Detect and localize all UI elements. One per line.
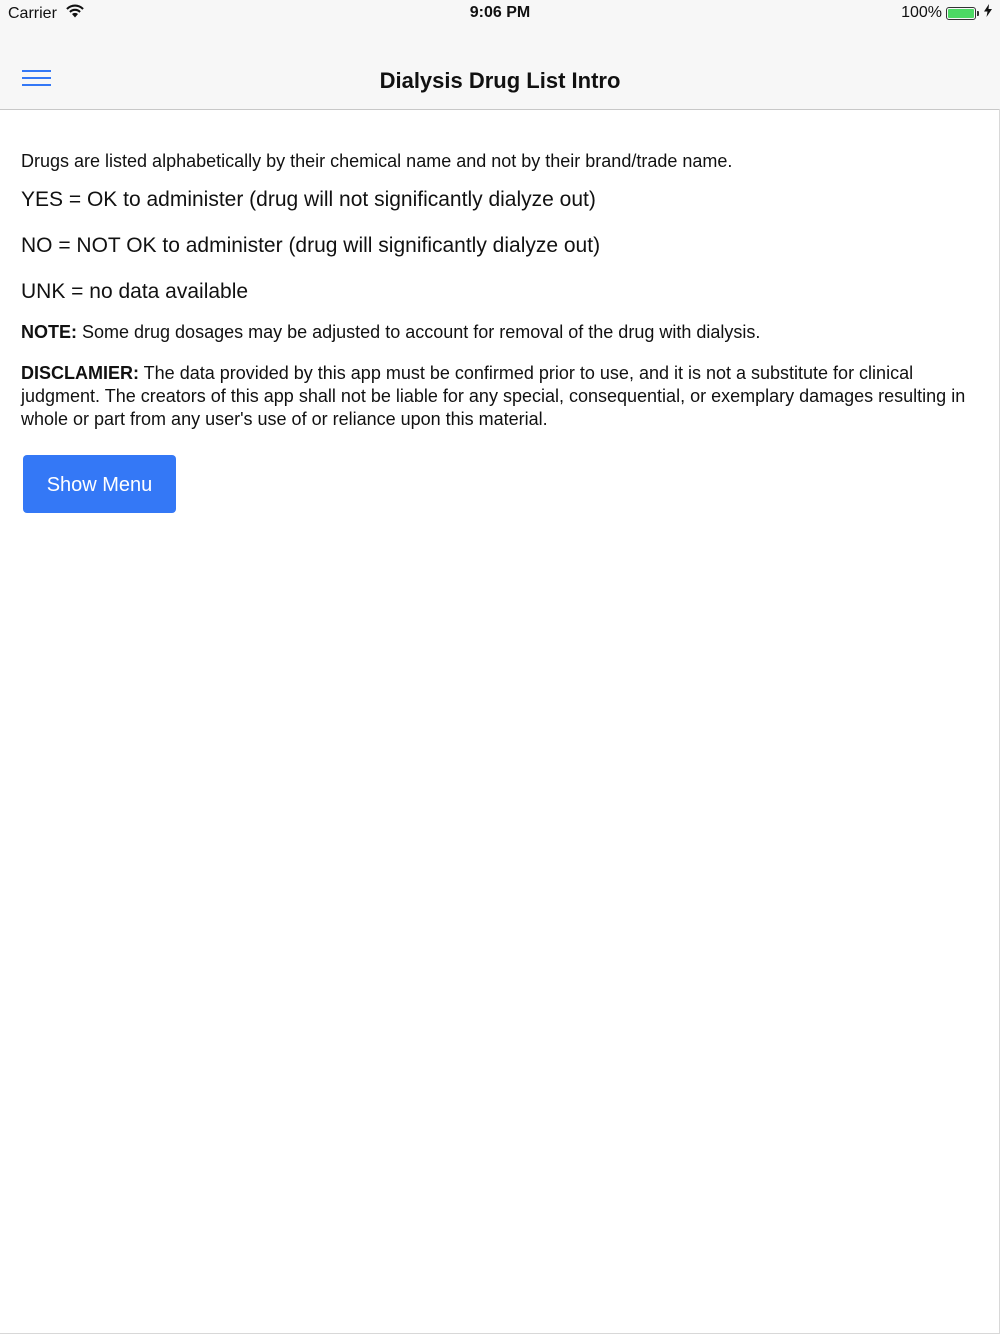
carrier-label: Carrier: [8, 4, 57, 22]
navigation-bar: [0, 27, 1000, 110]
note-text: Some drug dosages may be adjusted to account for removal of the drug with dialysis.: [77, 322, 761, 342]
battery-fill: [948, 9, 974, 18]
note-label: NOTE:: [21, 322, 77, 342]
battery-icon: [946, 7, 976, 20]
disclaimer-text: The data provided by this app must be confirmed prior to use, and it is not a substitute for clinical judgment. The creators of this app shall not be liable for any special, consequential, or exemplary damages resulting in whole or part from any user's use of or reliance upon this material.: [21, 363, 966, 429]
status-right: [901, 4, 992, 22]
note-paragraph: [21, 321, 971, 344]
unk-definition: UNK = no data available: [21, 280, 249, 303]
battery-percent: 100%: [901, 4, 942, 21]
page-title: Dialysis Drug List Intro: [379, 68, 621, 93]
no-definition: NO = NOT OK to administer (drug will significantly dialyze out): [21, 234, 601, 257]
charging-icon: [984, 4, 992, 22]
intro-content: [21, 150, 971, 513]
status-time: 9:06 PM: [469, 4, 531, 21]
disclaimer-paragraph: [21, 362, 971, 431]
intro-text: Drugs are listed alphabetically by their chemical name and not by their brand/trade name.: [21, 151, 733, 171]
disclaimer-label: DISCLAMIER:: [21, 363, 139, 383]
yes-definition: YES = OK to administer (drug will not significantly dialyze out): [21, 188, 596, 211]
status-bar: [0, 0, 1000, 27]
show-menu-button[interactable]: Show Menu: [23, 455, 176, 513]
